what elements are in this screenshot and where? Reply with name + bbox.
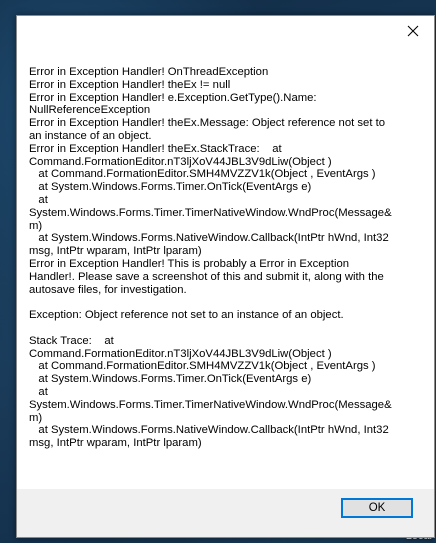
message-line: NullReferenceException: [29, 104, 151, 117]
ok-button[interactable]: OK: [341, 498, 413, 518]
message-line: at System.Windows.Forms.NativeWindow.Callback(IntPtr hWnd, Int32: [29, 424, 389, 437]
message-line: [29, 296, 421, 309]
message-line: autosave files, for investigation.: [29, 283, 187, 296]
title-bar: [17, 16, 434, 44]
message-line: msg, IntPtr wparam, IntPtr lparam): [29, 437, 202, 450]
message-line: Error in Exception Handler! theEx.StackTrace: at: [29, 142, 282, 155]
message-line: Stack Trace: at: [29, 334, 114, 347]
message-line: m): [29, 411, 43, 424]
message-line: at System.Windows.Forms.Timer.OnTick(EventArgs e): [29, 181, 312, 194]
message-line: Error in Exception Handler! e.Exception.GetType().Name:: [29, 91, 317, 104]
message-line: Command.FormationEditor.nT3ljXoV44JBL3V9dLiw(Object ): [29, 347, 332, 360]
message-line: Error in Exception Handler! OnThreadException: [29, 66, 269, 78]
message-line: System.Windows.Forms.Timer.TimerNativeWindow.WndProc(Message&: [29, 206, 392, 219]
close-icon: [407, 25, 419, 37]
message-line: m): [29, 219, 43, 232]
message-line: Command.FormationEditor.nT3ljXoV44JBL3V9dLiw(Object ): [29, 155, 332, 168]
message-line: at Command.FormationEditor.SMH4MVZZV1k(Object , EventArgs ): [29, 360, 376, 373]
dialog-footer: [17, 489, 434, 537]
close-button[interactable]: [398, 20, 428, 42]
message-line: at System.Windows.Forms.Timer.OnTick(EventArgs e): [29, 373, 312, 386]
message-line: at: [29, 193, 48, 206]
message-line: [29, 322, 421, 335]
message-line: System.Windows.Forms.Timer.TimerNativeWindow.WndProc(Message&: [29, 398, 392, 411]
error-message-text: [29, 66, 421, 450]
message-line: at Command.FormationEditor.SMH4MVZZV1k(Object , EventArgs ): [29, 168, 376, 181]
message-line: Error in Exception Handler! theEx != null: [29, 78, 231, 91]
message-line: at System.Windows.Forms.NativeWindow.Callback(IntPtr hWnd, Int32: [29, 232, 389, 245]
error-dialog: [16, 15, 435, 538]
message-line: Error in Exception Handler! theEx.Message: Object reference not set to: [29, 117, 386, 130]
message-line: Error in Exception Handler! This is probably a Error in Exception: [29, 257, 350, 270]
message-line: an instance of an object.: [29, 129, 152, 142]
message-line: Exception: Object reference not set to an instance of an object.: [29, 309, 344, 322]
message-line: at: [29, 385, 48, 398]
message-line: Handler!. Please save a screenshot of this and submit it, along with the: [29, 270, 384, 283]
message-line: msg, IntPtr wparam, IntPtr lparam): [29, 245, 202, 258]
